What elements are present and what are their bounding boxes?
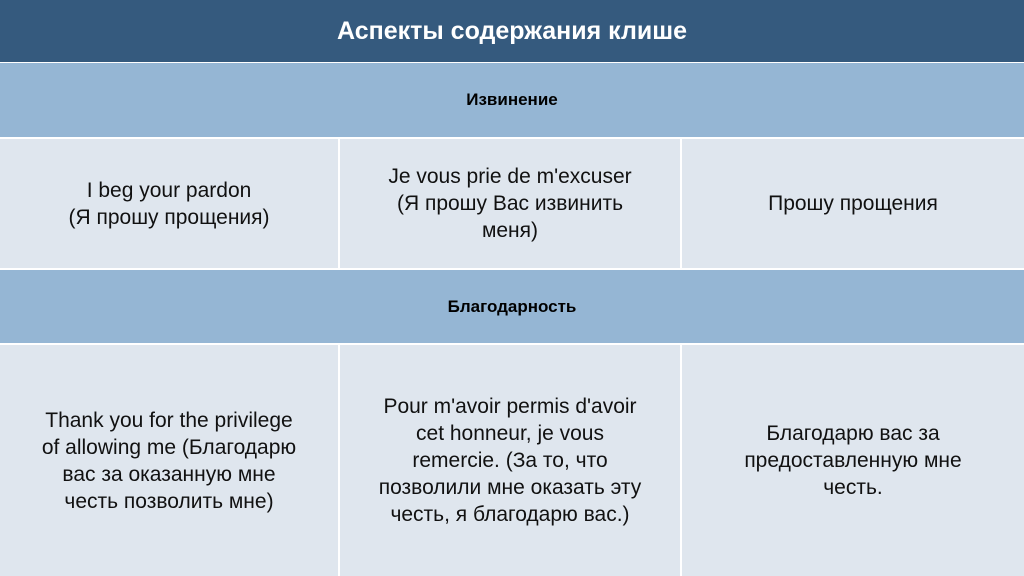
section-heading-apology: Извинение (0, 63, 1024, 139)
section-heading-gratitude: Благодарность (0, 270, 1024, 345)
cell-russian: Прошу прощения (682, 139, 1024, 268)
cell-russian: Благодарю вас за предоставленную мне честь. (682, 345, 1024, 576)
cell-english: I beg your pardon (Я прошу прощения) (0, 139, 340, 268)
table-row (0, 345, 1024, 576)
table-row (0, 139, 1024, 270)
cell-french: Je vous prie de m'excuser (Я прошу Вас извинить меня) (340, 139, 682, 268)
cell-english: Thank you for the privilege of allowing me (Благодарю вас за оказанную мне честь позволить мне) (0, 345, 340, 576)
table-title: Аспекты содержания клише (0, 0, 1024, 63)
cell-french: Pour m'avoir permis d'avoir cet honneur, je vous remercie. (За то, что позволили мне оказать эту честь, я благодарю вас.) (340, 345, 682, 576)
